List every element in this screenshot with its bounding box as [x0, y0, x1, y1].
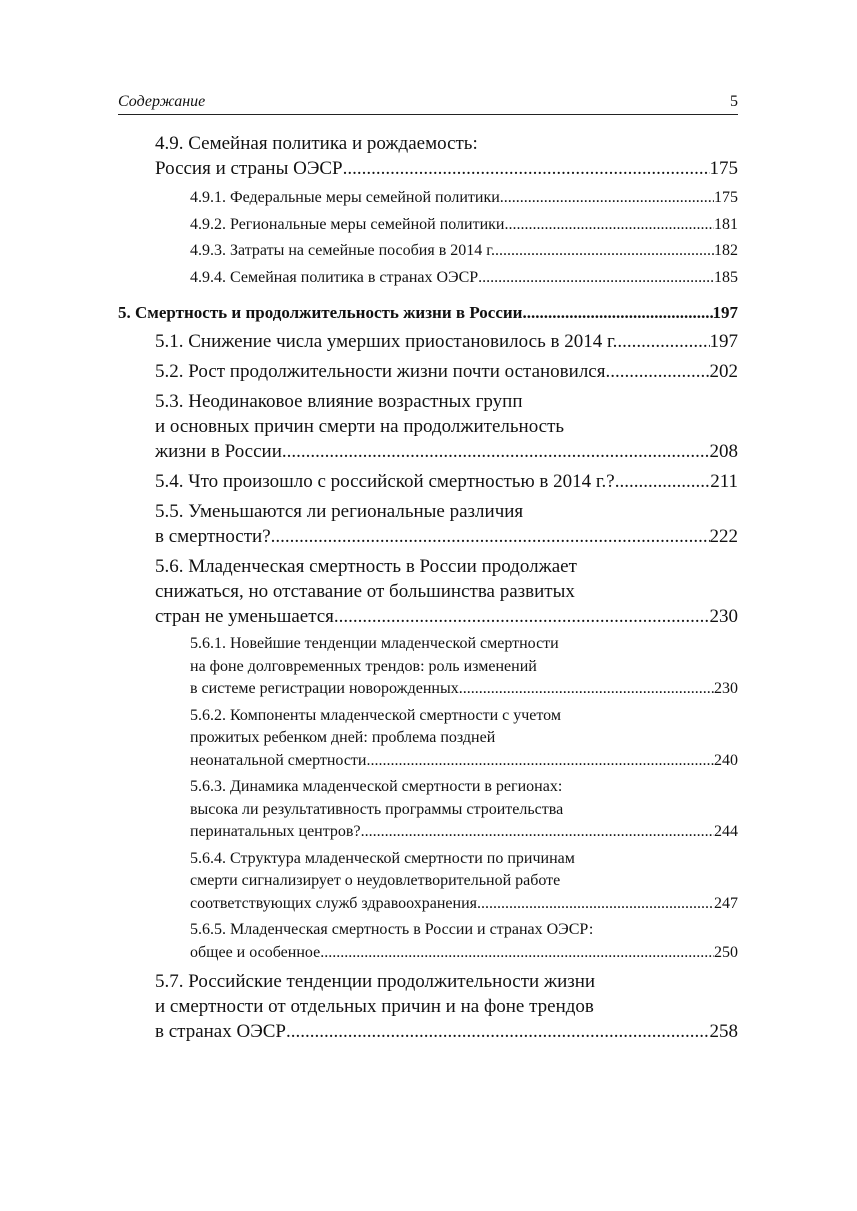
toc-entry[interactable]: [118, 187, 738, 210]
toc-entry-final-line: [190, 750, 738, 773]
dot-leader: [505, 214, 715, 237]
toc-entry-title: перинатальных центров?: [190, 823, 361, 840]
toc-entry[interactable]: [118, 301, 738, 324]
dot-leader: [615, 469, 711, 494]
toc-entry-line: 5.6.1. Новейшие тенденции младенческой смертности: [190, 635, 559, 652]
toc-page-number: 175: [709, 158, 738, 179]
toc-entry[interactable]: [118, 776, 738, 844]
toc-entry[interactable]: [118, 499, 738, 549]
toc-entry[interactable]: [118, 554, 738, 629]
toc-page-number: 197: [709, 331, 738, 352]
toc-page-number: 211: [710, 471, 738, 492]
toc-entry-title: 5.2. Рост продолжительности жизни почти остановился: [155, 361, 606, 382]
toc-entry[interactable]: [118, 240, 738, 263]
dot-leader: [286, 1019, 710, 1044]
dot-leader: [495, 240, 714, 263]
toc-entry-final-line: [155, 329, 738, 354]
toc-entry-final-line: [190, 267, 738, 290]
toc-entry-line: 5.6.5. Младенческая смертность в России и странах ОЭСР:: [190, 921, 594, 938]
toc-entry-title: соответствующих служб здравоохранения: [190, 894, 477, 912]
table-of-contents: [118, 131, 738, 1044]
toc-page-number: 182: [714, 242, 738, 259]
dot-leader: [361, 821, 714, 844]
toc-entry-line: на фоне долговременных трендов: роль изменений: [190, 657, 537, 675]
toc-entry-final-line: [155, 524, 738, 549]
toc-entry-line: смерти сигнализирует о неудовлетворительной работе: [190, 872, 561, 889]
toc-entry-final-line: [190, 214, 738, 237]
toc-entry-final-line: [155, 1019, 738, 1044]
toc-entry-line: 5.6.3. Динамика младенческой смертности в регионах:: [190, 778, 563, 795]
running-header: [118, 93, 738, 115]
toc-entry-line: снижаться, но отставание от большинства развитых: [155, 581, 575, 602]
toc-entry-final-line: [190, 942, 738, 965]
toc-page-number: 240: [714, 751, 738, 769]
toc-page-number: 230: [709, 606, 738, 627]
toc-entry-title: в странах ОЭСР: [155, 1021, 286, 1042]
toc-entry-final-line: [190, 187, 738, 210]
toc-entry-title: 4.9.3. Затраты на семейные пособия в 2014 г.: [190, 242, 496, 259]
toc-page-number: 175: [714, 189, 738, 206]
toc-entry-title: в системе регистрации новорожденных: [190, 680, 459, 697]
toc-entry-final-line: [190, 678, 738, 701]
toc-entry-title: 4.9.2. Региональные меры семейной политики: [190, 215, 505, 233]
toc-page-number: 222: [709, 526, 738, 547]
toc-entry-title: неонатальной смертности: [190, 751, 367, 769]
toc-entry-final-line: [155, 359, 738, 384]
dot-leader: [320, 942, 714, 965]
toc-entry-title: стран не уменьшается: [155, 606, 334, 627]
toc-page-number: 247: [714, 894, 738, 912]
toc-entry-line: 5.7. Российские тенденции продолжительности жизни: [155, 971, 596, 992]
toc-entry-title: 5.1. Снижение числа умерших приостановилось в 2014 г.: [155, 331, 618, 352]
toc-entry-final-line: [155, 156, 738, 181]
toc-entry[interactable]: [118, 469, 738, 494]
toc-entry[interactable]: [118, 267, 738, 290]
toc-entry-title: общее и особенное: [190, 943, 321, 961]
toc-entry-title: 4.9.4. Семейная политика в странах ОЭСР: [190, 268, 479, 286]
toc-entry-line: 4.9. Семейная политика и рождаемость:: [155, 133, 478, 154]
toc-entry-title: Россия и страны ОЭСР: [155, 158, 343, 179]
toc-entry-title: 5. Смертность и продолжительность жизни в России: [118, 303, 523, 322]
toc-entry[interactable]: [118, 329, 738, 354]
toc-entry[interactable]: [118, 969, 738, 1044]
dot-leader: [500, 187, 714, 210]
dot-leader: [459, 678, 714, 701]
toc-entry-title: 5.4. Что произошло с российской смертностью в 2014 г.?: [155, 471, 615, 492]
toc-entry[interactable]: [118, 633, 738, 701]
toc-entry[interactable]: [118, 359, 738, 384]
toc-page-number: 185: [714, 268, 738, 286]
dot-leader: [282, 439, 710, 464]
dot-leader: [605, 359, 709, 384]
toc-page-number: 250: [714, 943, 738, 961]
dot-leader: [617, 329, 709, 354]
toc-entry-line: 5.5. Уменьшаются ли региональные различия: [155, 501, 524, 522]
toc-entry-final-line: [190, 821, 738, 844]
toc-entry-final-line: [155, 604, 738, 629]
toc-entry-final-line: [190, 240, 738, 263]
toc-entry[interactable]: [118, 848, 738, 916]
toc-page-number: 258: [709, 1021, 738, 1042]
toc-entry-final-line: [118, 301, 738, 324]
toc-entry-title: в смертности?: [155, 526, 271, 547]
dot-leader: [334, 604, 710, 629]
toc-entry-line: и основных причин смерти на продолжительность: [155, 416, 565, 437]
toc-entry-line: 5.6. Младенческая смертность в России продолжает: [155, 556, 577, 577]
toc-page-number: 197: [712, 303, 738, 322]
dot-leader: [366, 750, 714, 773]
toc-page-number: 208: [709, 441, 738, 462]
toc-page-number: 181: [714, 215, 738, 233]
toc-page-number: 202: [709, 361, 738, 382]
dot-leader: [477, 893, 714, 916]
toc-entry-line: и смертности от отдельных причин и на фоне трендов: [155, 996, 594, 1017]
toc-entry-line: высока ли результативность программы строительства: [190, 800, 564, 818]
toc-entry[interactable]: [118, 919, 738, 964]
running-header-title: Содержание: [118, 93, 206, 110]
toc-page-number: 230: [714, 680, 738, 697]
toc-entry[interactable]: [118, 214, 738, 237]
toc-entry[interactable]: [118, 131, 738, 181]
toc-entry-title: 4.9.1. Федеральные меры семейной политики: [190, 189, 500, 206]
dot-leader: [343, 156, 710, 181]
toc-entry[interactable]: [118, 389, 738, 464]
dot-leader: [478, 267, 714, 290]
toc-entry-final-line: [155, 439, 738, 464]
dot-leader: [522, 301, 712, 324]
dot-leader: [271, 524, 710, 549]
toc-page-number: 244: [714, 823, 738, 840]
page-number: 5: [730, 93, 738, 110]
toc-entry-final-line: [155, 469, 738, 494]
toc-entry[interactable]: [118, 705, 738, 773]
toc-entry-title: жизни в России: [155, 441, 282, 462]
toc-entry-line: 5.3. Неодинаковое влияние возрастных групп: [155, 391, 523, 412]
toc-entry-final-line: [190, 893, 738, 916]
toc-entry-line: 5.6.4. Структура младенческой смертности по причинам: [190, 849, 575, 867]
toc-entry-line: 5.6.2. Компоненты младенческой смертности с учетом: [190, 706, 561, 724]
toc-entry-line: прожитых ребенком дней: проблема поздней: [190, 729, 496, 746]
